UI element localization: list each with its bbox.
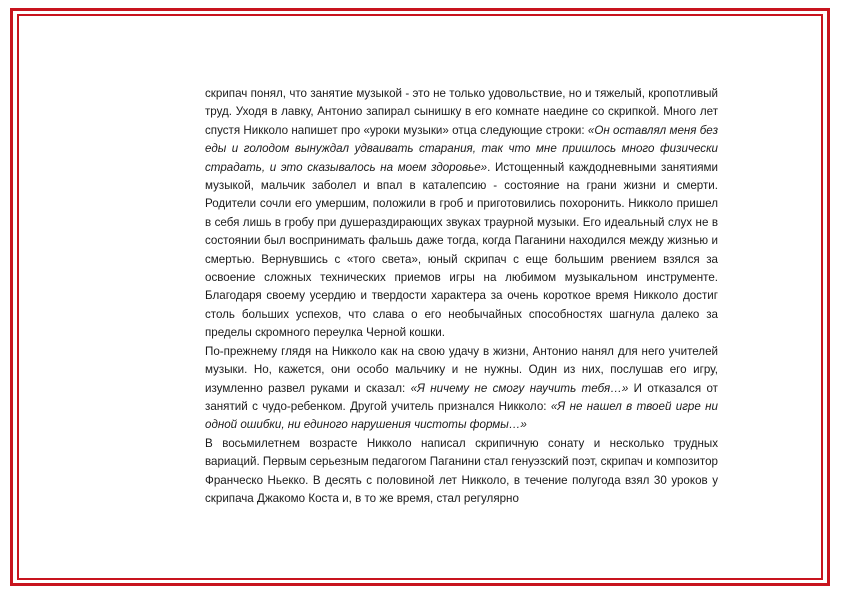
text-segment: В восьмилетнем возрасте Никколо написал скрипичную сонату и несколько трудных вариаций. Первым серьезным педагогом Паганини стал генуэзский поэт, скрипач и композитор Франческо Ньекко. В десять с половиной лет Никколо, в течение полугода взял 30 уроков у скрипача Джакомо Коста и, в то же время, стал регулярно	[205, 436, 718, 505]
paragraph-1	[205, 85, 718, 343]
text-segment: По-прежнему глядя на Никколо как на свою удачу в жизни, Антонио нанял для него учителей музыки. Но, кажется, они особо мальчику и не нужны. Один из них, послушав его игру, изумленно развел руками и сказал:	[205, 344, 718, 395]
paragraph-3	[205, 435, 718, 509]
quote-segment: «Я ничему не смогу научить тебя…»	[410, 381, 629, 395]
text-segment: И отказался от занятий с чудо-ребенком. Другой учитель признался Никколо:	[205, 381, 718, 413]
paragraph-2	[205, 343, 718, 435]
text-segment: скрипач понял, что занятие музыкой - это не только удовольствие, но и тяжелый, кропотливый труд. Уходя в лавку, Антонио запирал сынишку в его комнате наедине со скрипкой. Много лет спустя Никколо напишет про «уроки музыки» отца следующие строки:	[205, 87, 718, 137]
document-body	[205, 85, 718, 508]
text-segment: . Истощенный каждодневными занятиями музыкой, мальчик заболел и впал в каталепсию - состояние на грани жизни и смерти. Родители сочли его умершим, положили в гроб и приготовились похоронить. Никколо пришел в себя лишь в гробу при душераздирающих звуках траурной музыки. Его идеальный слух не в состоянии был воспринимать фальшь даже тогда, когда Паганини находился между жизнью и смертью. Вернувшись с «того света», юный скрипач с еще большим рвением взялся за освоение сложных технических приемов игры на любимом музыкальном инструменте. Благодаря своему усердию и твердости характера за очень короткое время Никколо достиг столь больших успехов, что слава о его необычайных способностях шагнула далеко за пределы скромного переулка Черной кошки.	[205, 160, 718, 340]
quote-segment: «Я не нашел в твоей игре ни одной ошибки, ни единого нарушения чистоты формы…»	[205, 399, 718, 432]
quote-segment: «Он оставлял меня без еды и голодом вынуждал удваивать старания, так что мне пришлось много физически страдать, и это сказывалось на моем здоровье»	[205, 123, 718, 174]
